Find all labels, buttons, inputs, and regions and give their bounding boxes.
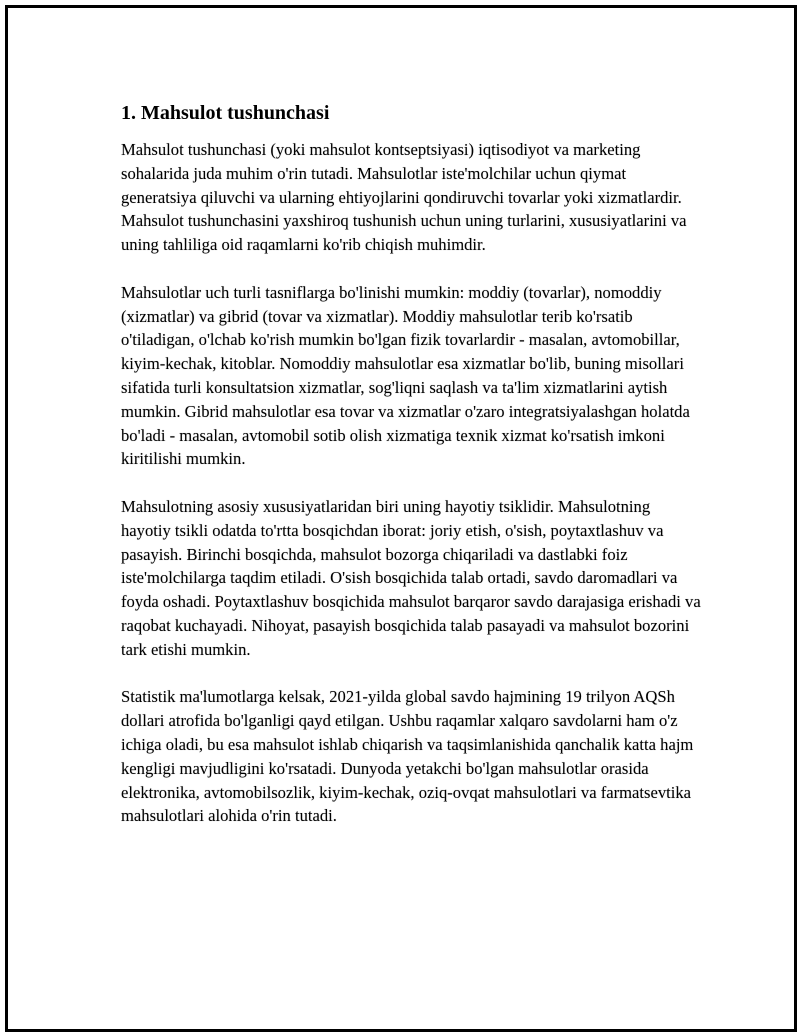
section-heading: 1. Mahsulot tushunchasi	[121, 102, 330, 124]
document-body	[121, 100, 701, 852]
paragraph-life-cycle: Mahsulotning asosiy xususiyatlaridan biri uning hayotiy tsiklidir. Mahsulotning hayotiy tsikli odatda to'rtta bosqichdan iborat: joriy etish, o'sish, poytaxtlashuv va pasayish. Birinchi bosqichda, mahsulot bozorga chiqariladi va dastlabki foiz iste'molchilarga taqdim etiladi. O'sish bosqichida talab ortadi, savdo daromadlari va foyda oshadi. Poytaxtlashuv bosqichida mahsulot barqaror savdo darajasiga erishadi va raqobat kuchayadi. Nihoyat, pasayish bosqichida talab pasayadi va mahsulot bozorini tark etishi mumkin.	[121, 496, 701, 659]
paragraph-statistics: Statistik ma'lumotlarga kelsak, 2021-yilda global savdo hajmining 19 trilyon AQSh dollari atrofida bo'lganligi qayd etilgan. Ushbu raqamlar xalqaro savdolarni ham o'z ichiga oladi, bu esa mahsulot ishlab chiqarish va taqsimlanishida qanchalik katta hajm kengligi mavjudligini ko'rsatadi. Dunyoda yetakchi bo'lgan mahsulotlar orasida elektronika, avtomobilsozlik, kiyim-kechak, oziq-ovqat mahsulotlari va farmatsevtika mahsulotlari alohida o'rin tutadi.	[121, 687, 694, 826]
paragraph-product-types: Mahsulotlar uch turli tasniflarga bo'linishi mumkin: moddiy (tovarlar), nomoddiy (xizmatlar) va gibrid (tovar va xizmatlar). Moddiy mahsulotlar terib ko'rsatib o'tiladigan, o'lchab ko'rish mumkin bo'lgan fizik tovarlardir - masalan, avtomobillar, kiyim-kechak, kitoblar. Nomoddiy mahsulotlar esa xizmatlar bo'lib, buning misollari sifatida turli konsultatsion xizmatlar, sog'liqni saqlash va ta'lim xizmatlarini aytish mumkin. Gibrid mahsulotlar esa tovar va xizmatlar o'zaro integratsiyalashgan holatda bo'ladi - masalan, avtomobil sotib olish xizmatiga texnik xizmat ko'rsatish imkoni kiritilishi mumkin.	[121, 282, 690, 469]
paragraph-intro: Mahsulot tushunchasi (yoki mahsulot kontseptsiyasi) iqtisodiyot va marketing sohalarida juda muhim o'rin tutadi. Mahsulotlar iste'molchilar uchun qiymat generatsiya qiluvchi va ularning ehtiyojlarini qondiruvchi tovarlar yoki xizmatlardir. Mahsulot tushunchasini yaxshiroq tushunish uchun uning turlarini, xususiyatlarini va uning tahliliga oid raqamlarni ko'rib chiqish muhimdir.	[121, 140, 687, 255]
page-border	[5, 5, 797, 1032]
